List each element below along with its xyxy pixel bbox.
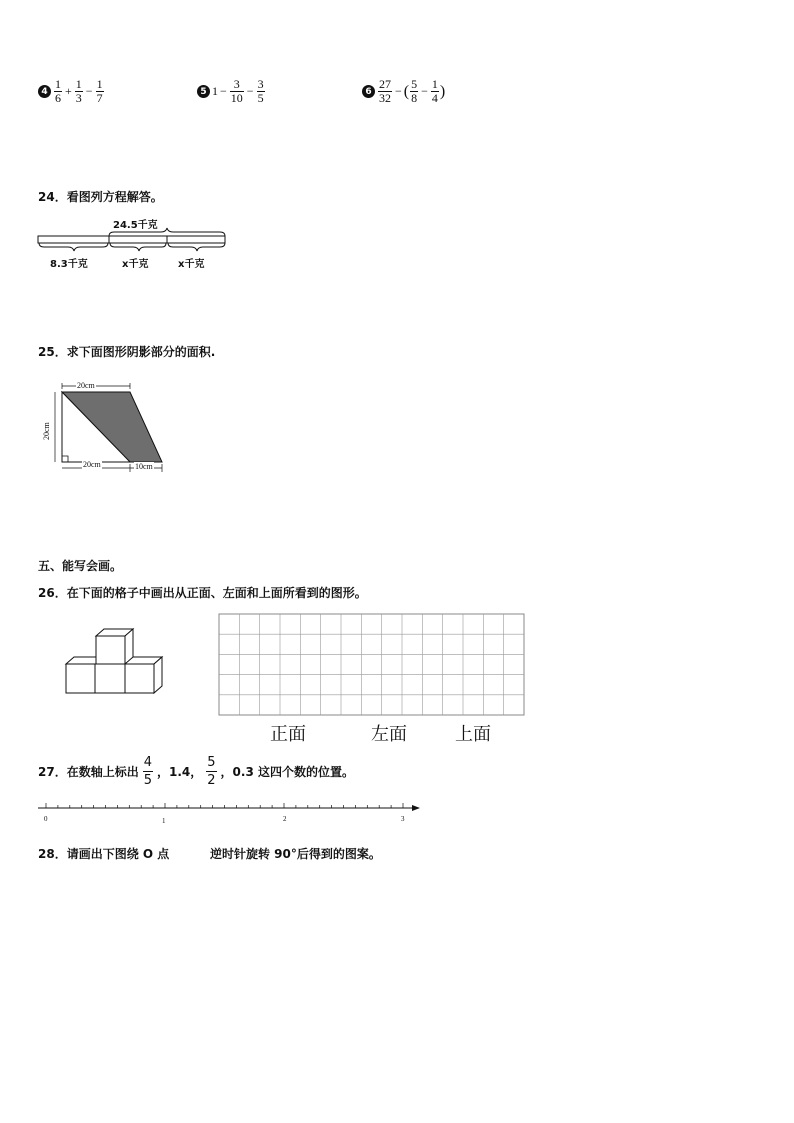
q24-total-label: 24.5千克 (113, 220, 158, 231)
tick-label-0: 0 (44, 815, 48, 823)
fraction: $\frac{3}{5}$ (257, 77, 264, 105)
question-26-title: 26．在下面的格子中画出从正面、左面和上面所看到的图形。 (38, 586, 367, 600)
problem-number-4: 4 (38, 85, 51, 98)
q25-top-label: 20cm (77, 381, 95, 390)
operator: + (65, 84, 72, 98)
view-label-top: 上面 (455, 724, 491, 745)
question-27-title (38, 754, 354, 789)
q25-bottom-right-label: 10cm (135, 462, 153, 471)
operator: − (395, 84, 402, 98)
question-28-title-part2: 逆时针旋转 90°后得到的图案。 (210, 847, 381, 861)
q27-number-line[interactable] (38, 800, 422, 814)
view-label-left: 左面 (371, 724, 407, 745)
q27-suffix: ，0.3 这四个数的位置。 (220, 765, 354, 779)
operator: − (85, 84, 93, 98)
fraction: $\frac{1}{7}$ (96, 77, 103, 105)
tick-label-1: 1 (162, 817, 166, 825)
term: 1 (212, 84, 218, 98)
tick-label-3: 3 (401, 815, 405, 823)
q26-drawing-grid[interactable] (218, 613, 526, 717)
q24-seg2-label: x千克 (122, 259, 149, 270)
operator: − (246, 84, 254, 98)
problem-4 (38, 78, 105, 105)
q25-left-label: 20cm (42, 422, 51, 440)
problem-5 (197, 78, 266, 105)
fraction: $\frac{3}{10}$ (230, 77, 243, 105)
q24-segment-diagram (36, 226, 228, 254)
q24-seg3-label: x千克 (178, 259, 205, 270)
q25-bottom-label: 20cm (83, 460, 101, 469)
view-label-front: 正面 (270, 724, 306, 745)
operator: − (220, 84, 227, 98)
q27-fraction-1: $\frac{4}{5}$ (143, 755, 152, 788)
q26-cube-stack (62, 628, 166, 698)
q27-fraction-2: $\frac{5}{2}$ (207, 755, 216, 788)
problem-6 (362, 78, 445, 105)
fraction: $\frac{5}{8}$ (411, 77, 418, 105)
section-5-heading: 五、能写会画。 (38, 559, 123, 573)
problem-number-5: 5 (197, 85, 210, 98)
tick-label-2: 2 (283, 815, 287, 823)
q24-seg1-label: 8.3千克 (50, 259, 88, 270)
fraction: $\frac{1}{4}$ (431, 77, 438, 105)
question-24-title: 24．看图列方程解答。 (38, 190, 163, 204)
q27-prefix: 27．在数轴上标出 (38, 765, 139, 779)
paren-open: ( (403, 82, 410, 100)
question-28-title-part1: 28．请画出下图绕 O 点 (38, 847, 170, 861)
problem-number-6: 6 (362, 85, 375, 98)
paren-close: ) (439, 82, 446, 100)
fraction: $\frac{1}{6}$ (55, 77, 61, 105)
operator: − (421, 84, 428, 98)
question-25-title: 25．求下面图形阴影部分的面积. (38, 345, 216, 359)
q27-mid: ，1.4， (156, 765, 203, 779)
fraction: $\frac{1}{3}$ (75, 77, 82, 105)
fraction: $\frac{27}{32}$ (379, 77, 391, 105)
